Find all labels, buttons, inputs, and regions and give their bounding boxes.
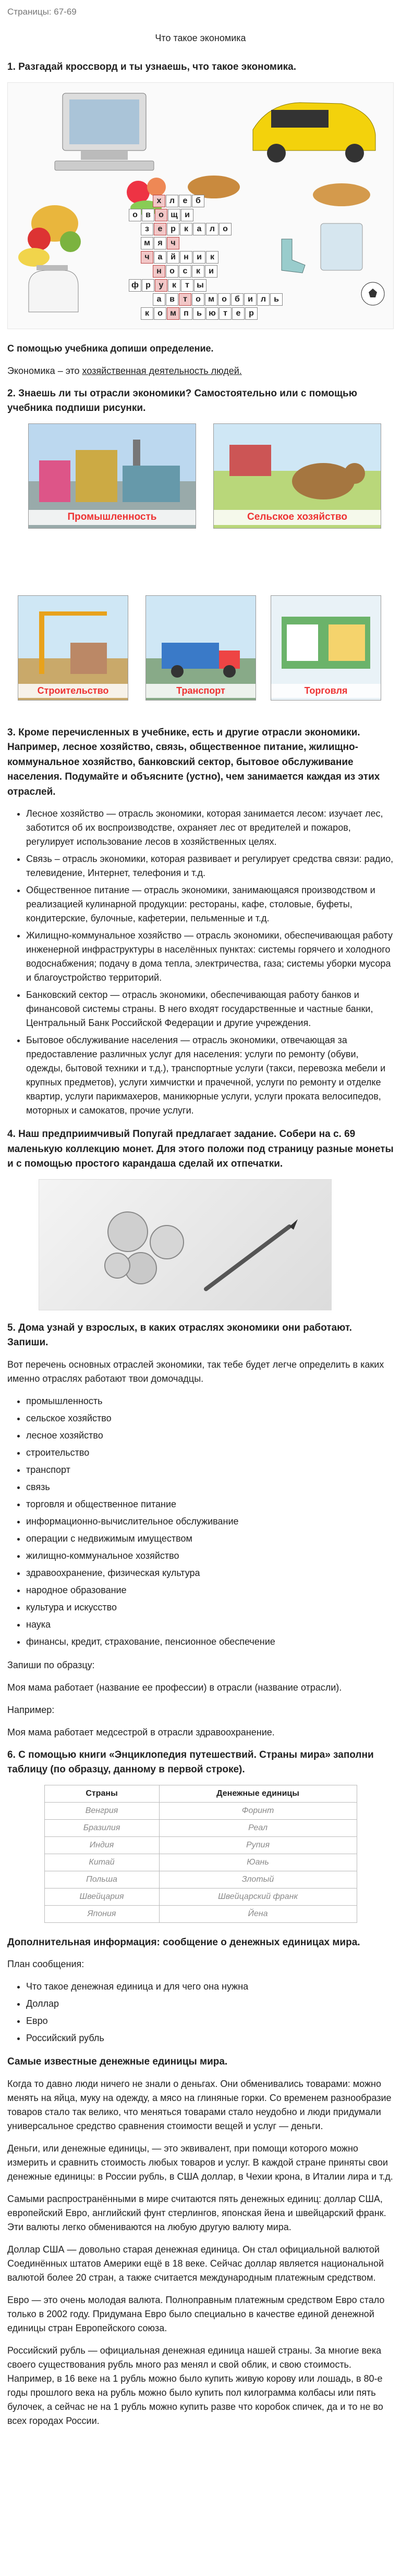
- q4-heading: 4. Наш предприимчивый Попугай предлагает задание. Собери на с. 69 маленькую коллекцию монет. Для этого положи под страницу разные монеты и с помощью простого карандаша сделай их отпечатки.: [7, 1129, 394, 1169]
- paragraph: Когда то давно люди ничего не знали о деньгах. Они обменивались товарами: можно менять на яйца, муку на одежду, а мясо на глиняные горки. Со временем разнообразие товаров стало так велико, что меняться товарами стало неудобно и люди придумали универсальное средство сравнения стоимости вещей и услуг — деньги.: [7, 2078, 392, 2131]
- crossword-cell: р: [142, 279, 154, 292]
- industry-label: Промышленность: [29, 510, 196, 525]
- crossword-cell: к: [168, 279, 180, 292]
- page-range: Страницы: 67-69: [7, 7, 77, 17]
- currency-table: [44, 1785, 357, 1923]
- table-row: [44, 1819, 357, 1836]
- crossword-cell: ю: [206, 307, 218, 320]
- crossword-cell: о: [219, 223, 232, 235]
- socks-icon: [282, 239, 305, 273]
- list-item: • наука: [26, 1618, 394, 1632]
- crossword-cell: б: [192, 195, 204, 207]
- crossword-cell: ч: [167, 237, 179, 249]
- industries-figure: [7, 423, 394, 715]
- list-item: • Жилищно-коммунальное хозяйство — отрасль экономики, обеспечивающая работу инженерной инфраструктуры в населённых пунктах: системы горячего и холодного водоснабжения; подачу в дома тепла, электричества, газа; системы уборки мусора и благоустройство территорий.: [26, 929, 394, 985]
- list-item: • Российский рубль: [26, 2031, 394, 2045]
- list-item: • народное образование: [26, 1583, 394, 1597]
- list-item: • операции с недвижимым имуществом: [26, 1532, 394, 1546]
- crossword-cell: к: [192, 265, 204, 278]
- crossword-cell: л: [206, 223, 218, 235]
- list-item: • жилищно-коммунальное хозяйство: [26, 1549, 394, 1563]
- crossword-cell: м: [205, 293, 217, 306]
- table-row: [44, 1888, 357, 1905]
- crossword-cell: п: [180, 307, 192, 320]
- country-cell: Венгрия: [44, 1802, 159, 1819]
- list-item: • Банковский сектор — отрасль экономики, обеспечивающая работу банков и финансовой системы страны. В него входят государственные и частные банки, Центральный Банк Российской Федерации и другие учреждения.: [26, 988, 394, 1030]
- crossword-cell: а: [154, 251, 166, 264]
- crossword-cell: о: [192, 293, 204, 306]
- list-item: • Что такое денежная единица и для чего она нужна: [26, 1980, 394, 1994]
- list-item: • Евро: [26, 2014, 394, 2028]
- q5-heading: 5. Дома узнай у взрослых, в каких отраслях экономики они работают. Запиши.: [7, 1322, 352, 1348]
- crossword-cell: о: [166, 265, 178, 278]
- paragraph: Доллар США — довольно старая денежная единица. Он стал официальной валютой Соединённых штатов Америки ещё в 18 веке. Сейчас доллар является национальной валютой более 20 стран, а также считается международным платежным средством.: [7, 2244, 384, 2283]
- crossword-row-6: [153, 265, 283, 278]
- list-item: • строительство: [26, 1446, 394, 1460]
- list-item: • Лесное хозяйство — отрасль экономики, которая занимается лесом: изучает лес, заботится об их воспроизводстве, охраняет лес от вредителей и пожаров, регулирует использование лесов в хозяйственных целях.: [26, 807, 394, 849]
- crossword-cell: и: [181, 209, 193, 221]
- crossword-cell: о: [129, 209, 141, 221]
- list-item: • Доллар: [26, 1997, 394, 2011]
- definition-answer: хозяйственная деятельность людей.: [82, 365, 242, 376]
- crossword-row-5: [141, 251, 283, 264]
- list-item: • промышленность: [26, 1394, 394, 1408]
- crossword-cell: т: [181, 279, 193, 292]
- crossword-cell: р: [167, 223, 179, 235]
- table-row: [44, 1854, 357, 1871]
- crossword-row-3: [141, 223, 283, 235]
- list-item: • здравоохранение, физическая культура: [26, 1566, 394, 1580]
- list-item: • сельское хозяйство: [26, 1411, 394, 1425]
- country-cell: Польша: [44, 1871, 159, 1888]
- column-header: Денежные единицы: [159, 1785, 357, 1802]
- crossword-grid: [128, 195, 283, 321]
- crossword-cell: н: [153, 265, 165, 278]
- crossword-cell: ы: [194, 279, 206, 292]
- crossword-cell: р: [245, 307, 258, 320]
- crossword-row-8: [153, 293, 283, 306]
- crossword-cell: о: [155, 209, 167, 221]
- construction-tile: [18, 595, 128, 701]
- crossword-row-9: [141, 307, 283, 320]
- country-cell: Швейцария: [44, 1888, 159, 1905]
- table-row: [44, 1802, 357, 1819]
- sample-label: Запиши по образцу:: [7, 1659, 95, 1670]
- crossword-cell: а: [153, 293, 165, 306]
- extra-heading: Дополнительная информация: сообщение о денежных единицах мира.: [7, 1936, 360, 1948]
- crossword-cell: е: [232, 307, 245, 320]
- trade-label: Торговля: [271, 684, 381, 698]
- crossword-cell: щ: [168, 209, 180, 221]
- car-icon: [253, 103, 375, 162]
- crossword-row-7: [129, 279, 283, 292]
- crossword-cell: ь: [193, 307, 205, 320]
- example-text: Моя мама работает медсестрой в отрасли здравоохранение.: [7, 1727, 275, 1737]
- currency-cell: Йена: [159, 1905, 357, 1922]
- list-item: • торговля и общественное питание: [26, 1497, 394, 1511]
- crossword-cell: б: [231, 293, 244, 306]
- crossword-cell: з: [141, 223, 153, 235]
- crossword-cell: к: [206, 251, 218, 264]
- q1-heading: 1. Разгадай кроссворд и ты узнаешь, что такое экономика.: [7, 61, 297, 72]
- crossword-cell: к: [180, 223, 192, 235]
- bread-loaf-icon: [313, 183, 370, 206]
- crossword-cell: л: [257, 293, 270, 306]
- sub-heading: Самые известные денежные единицы мира.: [7, 2056, 228, 2067]
- currency-cell: Реал: [159, 1819, 357, 1836]
- construction-label: Строительство: [18, 684, 128, 698]
- plan-label: План сообщения:: [7, 1959, 84, 1969]
- crossword-cell: т: [179, 293, 191, 306]
- q3-heading: 3. Кроме перечисленных в учебнике, есть и другие отрасли экономики. Например, лесное хозяйство, связь, общественное питание, жилищно-коммунальное хозяйство, банковский сектор, бытовое обслуживание населения. Подумайте и объясните (устно), чем занимается каждая из этих отраслей.: [7, 727, 380, 797]
- crossword-row-4: [141, 237, 283, 249]
- agriculture-label: Сельское хозяйство: [214, 510, 381, 525]
- table-row: [44, 1905, 357, 1922]
- crossword-cell: с: [179, 265, 191, 278]
- sample-text: Моя мама работает (название ее профессии) в отрасли (название отрасли).: [7, 1682, 342, 1693]
- transport-label: Транспорт: [146, 684, 256, 698]
- crossword-row-2: [129, 209, 283, 221]
- crossword-cell: м: [141, 237, 153, 249]
- q5-intro: Вот перечень основных отраслей экономики, так тебе будет легче определить в каких именно отраслях работают твои домочадцы.: [7, 1359, 384, 1384]
- list-item: • культура и искусство: [26, 1600, 394, 1615]
- list-item: • транспорт: [26, 1463, 394, 1477]
- mirror-icon: [321, 223, 362, 270]
- paragraph: Деньги, или денежные единицы, — это эквивалент, при помощи которого можно измерить и сравнить стоимость любых товаров и услуг. В каждой стране приняты свои денежные единицы: в России рубль, в США доллар, в Чехии крона, в Италии лира и т.д.: [7, 2143, 393, 2182]
- agriculture-tile: [213, 423, 381, 529]
- list-item: • Общественное питание — отрасль экономики, занимающаяся производством и реализацией кулинарной продукции: рестораны, кафе, столовые, буфеты, кондитерские, булочные, кафетерии, пельменные и т.д.: [26, 883, 394, 926]
- definition-prefix: Экономика – это: [7, 365, 82, 376]
- crossword-cell: л: [166, 195, 178, 207]
- currency-cell: Рупия: [159, 1836, 357, 1854]
- list-item: • связь: [26, 1480, 394, 1494]
- country-cell: Индия: [44, 1836, 159, 1854]
- crossword-cell: е: [154, 223, 166, 235]
- crossword-cell: и: [205, 265, 217, 278]
- q6-heading: 6. С помощью книги «Энциклопедия путешествий. Страны мира» заполни таблицу (по образцу, данному в первой строке).: [7, 1749, 374, 1775]
- crossword-row-1: [153, 195, 283, 207]
- trade-tile: [271, 595, 381, 701]
- q1-instruction: С помощью учебника допиши определение.: [7, 343, 214, 354]
- q3-list: [7, 807, 394, 1118]
- coins-illustration: [39, 1180, 331, 1310]
- crossword-cell: х: [153, 195, 165, 207]
- crossword-cell: е: [179, 195, 191, 207]
- table-row: [44, 1836, 357, 1854]
- industry-tile: [28, 423, 196, 529]
- list-item: • Связь – отрасль экономики, которая развивает и регулирует средства связи: радио, телевидение, Интернет, телефония и т.д.: [26, 852, 394, 880]
- currency-cell: Форинт: [159, 1802, 357, 1819]
- q1-definition: [7, 364, 394, 378]
- crossword-cell: и: [193, 251, 205, 264]
- currency-cell: Злотый: [159, 1871, 357, 1888]
- list-item: • лесное хозяйство: [26, 1429, 394, 1443]
- column-header: Страны: [44, 1785, 159, 1802]
- table-row: [44, 1871, 357, 1888]
- crossword-cell: т: [219, 307, 232, 320]
- paragraph: Российский рубль — официальная денежная единица нашей страны. За многие века своего существования рубль много раз менял и свой облик, и свою стоимость. Например, в 16 веке на 1 рубль можно было купить живую корову или лошадь, в 80-е годы прошлого века на рубль можно было купить пол килограмма колбасы или пять булочек, а сейчас не на 1 рубль можно купить разве что коробок спичек, да и то не во всех городах России.: [7, 2345, 383, 2426]
- crossword-cell: в: [166, 293, 178, 306]
- crossword-cell: в: [142, 209, 154, 221]
- table-header-row: [44, 1785, 357, 1802]
- crossword-cell: й: [167, 251, 179, 264]
- country-cell: Япония: [44, 1905, 159, 1922]
- crossword-cell: у: [155, 279, 167, 292]
- kettle-icon: [29, 265, 78, 312]
- currency-cell: Швейцарский франк: [159, 1888, 357, 1905]
- country-cell: Китай: [44, 1854, 159, 1871]
- crossword-figure: [7, 82, 394, 329]
- crossword-cell: м: [167, 307, 179, 320]
- crossword-cell: ь: [270, 293, 283, 306]
- crossword-cell: и: [244, 293, 257, 306]
- crossword-cell: н: [180, 251, 192, 264]
- list-item: • Бытовое обслуживание населения — отрасль экономики, отвечающая за предоставление различных услуг для населения: услуги по ремонту (обуви, одежды, бытовой техники и т.д.), транспортные услуги (такси, перевозка мебели и крупных предметов), услуги химчистки и прачечной, услуги по ремонту и отделке квартир, услуги парикмахеров, маникюрные услуги, услуги проката велосипедов, моторных и самокатов, прочие услуги.: [26, 1033, 394, 1118]
- q2-heading: 2. Знаешь ли ты отрасли экономики? Самостоятельно или с помощью учебника подпиши рисунки.: [7, 387, 357, 414]
- crossword-cell: а: [193, 223, 205, 235]
- crossword-cell: о: [154, 307, 166, 320]
- q5-list: [7, 1394, 394, 1649]
- crossword-cell: ф: [129, 279, 141, 292]
- page: [7, 5, 394, 2428]
- currency-cell: Юань: [159, 1854, 357, 1871]
- crossword-cell: к: [141, 307, 153, 320]
- computer-icon: [55, 93, 154, 170]
- crossword-cell: о: [218, 293, 230, 306]
- page-title: Что такое экономика: [155, 33, 246, 43]
- coins-figure: [39, 1179, 332, 1310]
- crossword-cell: я: [154, 237, 166, 249]
- ball-icon: [361, 282, 384, 305]
- list-item: • информационно-вычислительное обслуживание: [26, 1515, 394, 1529]
- transport-tile: [145, 595, 256, 701]
- country-cell: Бразилия: [44, 1819, 159, 1836]
- crossword-cell: ч: [141, 251, 153, 264]
- paragraph: Самыми распространёнными в мире считаются пять денежных единиц: доллар США, европейский Евро, английский фунт стерлингов, японская йена и швейцарский франк. Эти валюты легко обмениваются на любую другую валюту мира.: [7, 2193, 386, 2232]
- paragraph: Евро — это очень молодая валюта. Полноправным платежным средством Евро стало только в 2002 году. Придумана Евро было специально в качестве единой денежной единицы стран Европейского союза.: [7, 2294, 385, 2333]
- example-label: Например:: [7, 1704, 55, 1715]
- plan-list: [7, 1980, 394, 2045]
- list-item: • финансы, кредит, страхование, пенсионное обеспечение: [26, 1635, 394, 1649]
- fruits-icon: [18, 205, 81, 267]
